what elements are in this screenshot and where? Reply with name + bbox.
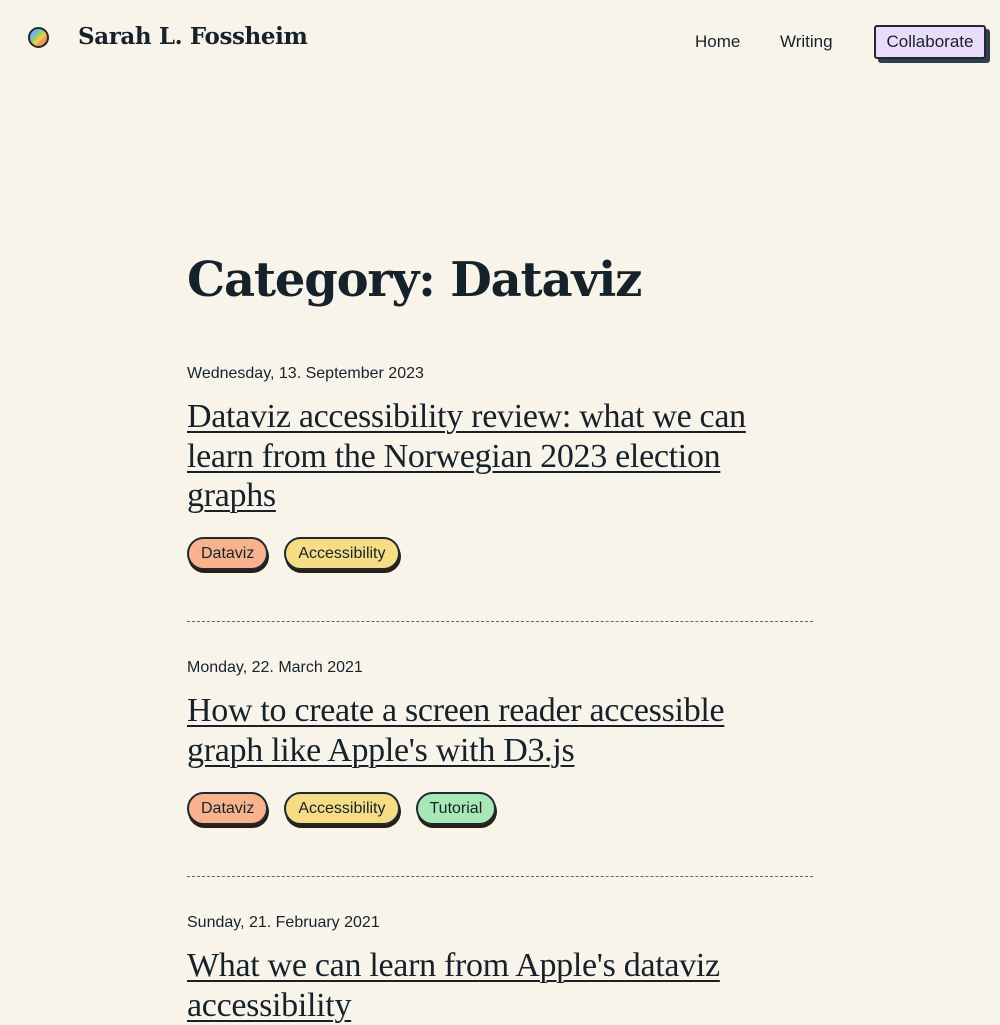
post-title-link[interactable]: Dataviz accessibility review: what we can learn from the Norwegian 2023 election graphs <box>187 398 746 514</box>
tag-dataviz[interactable]: Dataviz <box>187 792 268 825</box>
post-tags <box>187 792 496 825</box>
tag-accessibility[interactable]: Accessibility <box>284 537 399 570</box>
tag-accessibility[interactable]: Accessibility <box>284 792 399 825</box>
site-header <box>0 0 1000 84</box>
post-title <box>187 946 787 1025</box>
nav-home-link[interactable]: Home <box>695 32 741 51</box>
page-title: Category: Dataviz <box>187 252 642 308</box>
site-name-link[interactable]: Sarah L. Fossheim <box>78 23 308 50</box>
post-date: Sunday, 21. February 2021 <box>187 914 380 931</box>
tag-dataviz[interactable]: Dataviz <box>187 537 268 570</box>
nav-writing-link[interactable]: Writing <box>780 32 833 51</box>
post-divider <box>187 621 813 622</box>
post-title-link[interactable]: What we can learn from Apple's dataviz accessibility <box>187 947 720 1024</box>
post-date: Wednesday, 13. September 2023 <box>187 365 424 382</box>
post-date: Monday, 22. March 2021 <box>187 659 363 676</box>
post-title <box>187 691 787 770</box>
post-title <box>187 397 787 516</box>
post-title-link[interactable]: How to create a screen reader accessible graph like Apple's with D3.js <box>187 692 725 769</box>
post-divider <box>187 876 813 877</box>
tag-tutorial[interactable]: Tutorial <box>416 792 497 825</box>
collaborate-button[interactable]: Collaborate <box>874 25 986 59</box>
rainbow-logo-icon[interactable] <box>28 27 49 48</box>
post-tags <box>187 537 400 570</box>
